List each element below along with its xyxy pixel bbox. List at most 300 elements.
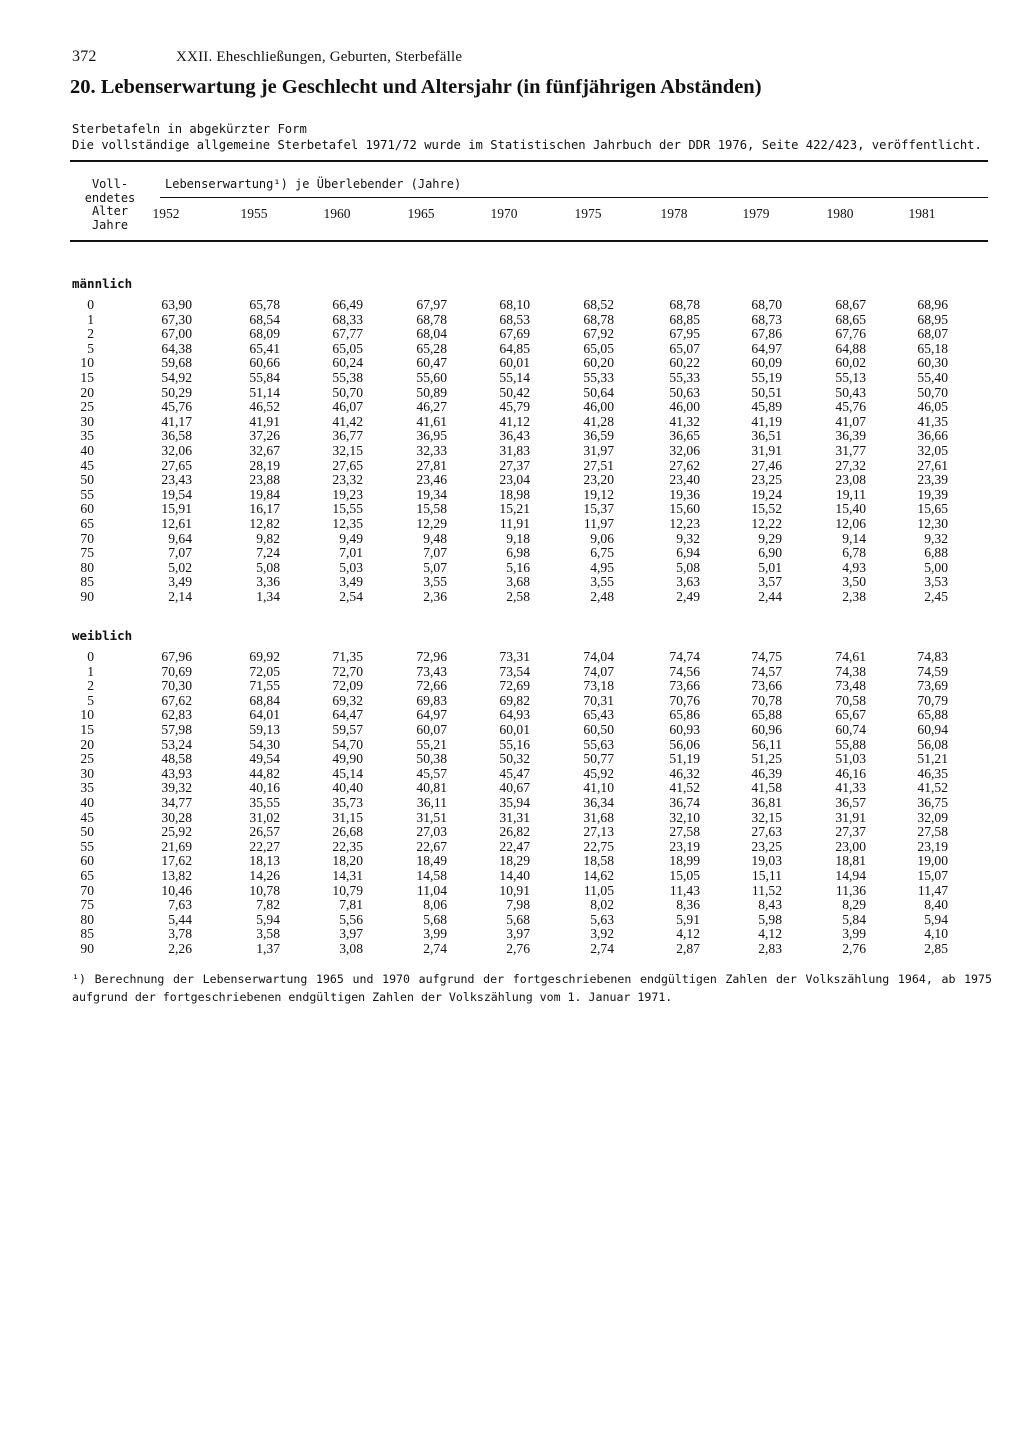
value-cell: 60,22 [669,355,700,371]
value-cell: 45,92 [583,765,614,781]
value-cell: 5,63 [590,911,614,927]
value-cell: 11,52 [751,882,782,898]
table-row [0,898,1024,912]
value-cell: 36,81 [751,795,782,810]
value-cell: 43,93 [161,765,192,781]
value-cell: 64,47 [332,707,363,723]
value-cell: 11,05 [583,882,614,898]
value-cell: 45,47 [499,765,530,781]
value-cell: 27,58 [917,824,948,840]
table-row [0,752,1024,766]
value-cell: 9,32 [924,530,948,546]
value-cell: 65,28 [416,340,447,356]
value-cell: 40,40 [332,780,363,796]
value-cell: 19,36 [669,486,700,502]
age-cell: 55 [80,486,94,502]
age-cell: 5 [87,340,94,356]
value-cell: 12,23 [669,516,700,531]
value-cell: 5,03 [339,559,363,575]
value-cell: 6,90 [758,545,782,561]
value-cell: 55,60 [416,370,447,385]
age-cell: 85 [80,926,94,942]
value-cell: 7,81 [339,897,363,913]
value-cell: 46,39 [751,765,782,781]
value-cell: 60,07 [416,722,447,737]
table-row [0,502,1024,516]
value-cell: 2,58 [506,589,530,604]
value-cell: 65,05 [332,340,363,356]
value-cell: 2,76 [506,941,530,956]
value-cell: 3,50 [842,574,866,590]
table-row [0,444,1024,458]
value-cell: 10,79 [332,882,363,898]
table-note: Die vollständige allgemeine Sterbetafel 1971/72 wurde im Statistischen Jahrbuch der DDR 1976, Seite 422/423, veröffentlicht. [72,138,982,152]
value-cell: 60,30 [917,355,948,371]
age-cell: 75 [80,545,94,561]
value-cell: 14,31 [332,868,363,883]
value-cell: 4,12 [676,926,700,942]
value-cell: 65,88 [917,707,948,723]
age-cell: 1 [87,663,94,679]
year-header: 1975 [574,206,602,221]
value-cell: 45,76 [161,399,192,415]
value-cell: 8,43 [758,897,782,913]
value-cell: 60,50 [583,722,614,737]
value-cell: 57,98 [161,722,192,737]
value-cell: 37,26 [249,428,280,444]
table-row [0,356,1024,370]
value-cell: 65,43 [583,707,614,723]
value-cell: 59,13 [249,722,280,737]
table-row [0,811,1024,825]
table-row [0,532,1024,546]
value-cell: 9,49 [339,530,363,546]
value-cell: 6,94 [676,545,700,561]
value-cell: 14,40 [499,868,530,883]
value-cell: 67,62 [161,692,192,708]
value-cell: 44,82 [249,765,280,781]
value-cell: 46,27 [416,399,447,415]
value-cell: 23,32 [332,472,363,488]
value-cell: 19,11 [835,486,866,502]
table-row [0,884,1024,898]
value-cell: 68,95 [917,311,948,327]
value-cell: 50,89 [416,384,447,400]
value-cell: 3,08 [339,941,363,956]
value-cell: 10,78 [249,882,280,898]
value-cell: 74,38 [835,663,866,679]
value-cell: 23,39 [917,472,948,488]
value-cell: 1,37 [256,941,280,956]
value-cell: 12,61 [161,516,192,531]
value-cell: 27,65 [332,457,363,473]
value-cell: 19,39 [917,486,948,502]
value-cell: 31,77 [835,443,866,458]
value-cell: 2,49 [676,589,700,604]
value-cell: 64,38 [161,340,192,356]
value-cell: 32,33 [416,443,447,458]
value-cell: 73,69 [917,678,948,694]
value-cell: 68,85 [669,311,700,327]
value-cell: 18,20 [332,853,363,869]
value-cell: 74,61 [835,649,866,664]
table-row [0,327,1024,341]
value-cell: 2,26 [168,941,192,956]
value-cell: 26,57 [249,824,280,840]
value-cell: 19,23 [332,486,363,502]
value-cell: 32,67 [249,443,280,458]
value-cell: 18,98 [499,486,530,502]
value-cell: 36,39 [835,428,866,444]
value-cell: 41,12 [499,413,530,429]
value-cell: 15,37 [583,501,614,517]
value-cell: 27,13 [583,824,614,840]
table-row [0,840,1024,854]
value-cell: 55,88 [835,736,866,752]
value-cell: 50,70 [917,384,948,400]
value-cell: 2,38 [842,589,866,604]
value-cell: 51,14 [249,384,280,400]
value-cell: 3,57 [758,574,782,590]
value-cell: 70,76 [669,692,700,708]
value-cell: 36,95 [416,428,447,444]
table-row [0,854,1024,868]
value-cell: 19,03 [751,853,782,869]
value-cell: 59,57 [332,722,363,737]
value-cell: 55,16 [499,736,530,752]
value-cell: 14,94 [835,868,866,883]
value-cell: 70,79 [917,692,948,708]
value-cell: 55,33 [669,370,700,385]
value-cell: 74,74 [669,649,700,664]
value-cell: 32,15 [332,443,363,458]
value-cell: 50,64 [583,384,614,400]
value-cell: 65,05 [583,340,614,356]
value-cell: 41,19 [751,413,782,429]
spanner-rule [160,197,988,198]
value-cell: 11,91 [499,516,530,531]
footnote: ¹) Berechnung der Lebenserwartung 1965 und 1970 aufgrund der fortgeschriebenen endgültigen Zahlen der Volkszählung 1964, ab 1975 aufgrund der fortgeschriebenen endgültigen Zahlen der Volkszählung vom 1. Januar 1971. [72,972,992,1004]
value-cell: 68,78 [669,297,700,312]
value-cell: 65,67 [835,707,866,723]
age-cell: 70 [80,882,94,898]
value-cell: 67,76 [835,326,866,342]
table-row [0,342,1024,356]
value-cell: 60,20 [583,355,614,371]
value-cell: 5,56 [339,911,363,927]
value-cell: 28,19 [249,457,280,473]
value-cell: 18,29 [499,853,530,869]
value-cell: 7,01 [339,545,363,561]
table-row [0,869,1024,883]
value-cell: 5,08 [676,559,700,575]
age-cell: 40 [80,795,94,810]
year-header: 1952 [152,206,180,221]
age-cell: 5 [87,692,94,708]
value-cell: 73,66 [751,678,782,694]
value-cell: 8,36 [676,897,700,913]
table-row [0,488,1024,502]
value-cell: 50,70 [332,384,363,400]
value-cell: 31,15 [332,809,363,825]
value-cell: 55,33 [583,370,614,385]
value-cell: 45,89 [751,399,782,415]
value-cell: 46,05 [917,399,948,415]
value-cell: 11,04 [416,882,447,898]
value-cell: 4,95 [590,559,614,575]
value-cell: 7,82 [256,897,280,913]
value-cell: 31,91 [751,443,782,458]
value-cell: 5,68 [506,911,530,927]
value-cell: 22,35 [332,838,363,854]
value-cell: 56,08 [917,736,948,752]
value-cell: 3,49 [168,574,192,590]
value-cell: 64,01 [249,707,280,723]
value-cell: 2,83 [758,941,782,956]
year-header: 1970 [490,206,518,221]
value-cell: 68,84 [249,692,280,708]
value-cell: 50,51 [751,384,782,400]
value-cell: 68,09 [249,326,280,342]
value-cell: 74,07 [583,663,614,679]
value-cell: 46,35 [917,765,948,781]
stub-header-line: endetes [84,190,136,205]
value-cell: 36,34 [583,795,614,810]
table-row [0,927,1024,941]
value-cell: 72,96 [416,649,447,664]
value-cell: 41,33 [835,780,866,796]
value-cell: 23,25 [751,838,782,854]
value-cell: 46,16 [835,765,866,781]
value-cell: 31,97 [583,443,614,458]
value-cell: 69,32 [332,692,363,708]
value-cell: 68,78 [416,311,447,327]
value-cell: 67,86 [751,326,782,342]
value-cell: 50,63 [669,384,700,400]
value-cell: 71,55 [249,678,280,694]
value-cell: 31,31 [499,809,530,825]
value-cell: 23,19 [917,838,948,854]
table-row [0,473,1024,487]
value-cell: 3,92 [590,926,614,942]
value-cell: 39,32 [161,780,192,796]
value-cell: 41,35 [917,413,948,429]
age-cell: 30 [80,765,94,781]
value-cell: 40,81 [416,780,447,796]
value-cell: 11,47 [917,882,948,898]
value-cell: 22,47 [499,838,530,854]
age-cell: 80 [80,559,94,575]
age-cell: 90 [80,589,94,604]
value-cell: 27,63 [751,824,782,840]
year-header: 1978 [660,206,688,221]
value-cell: 5,44 [168,911,192,927]
age-cell: 15 [80,370,94,385]
value-cell: 74,59 [917,663,948,679]
value-cell: 73,31 [499,649,530,664]
value-cell: 14,62 [583,868,614,883]
value-cell: 48,58 [161,751,192,767]
value-cell: 27,46 [751,457,782,473]
value-cell: 69,92 [249,649,280,664]
age-cell: 85 [80,574,94,590]
age-cell: 2 [87,678,94,694]
value-cell: 5,94 [924,911,948,927]
value-cell: 60,66 [249,355,280,371]
value-cell: 13,82 [161,868,192,883]
year-header: 1981 [908,206,936,221]
value-cell: 2,74 [423,941,447,956]
value-cell: 41,32 [669,413,700,429]
value-cell: 27,37 [835,824,866,840]
value-cell: 60,94 [917,722,948,737]
value-cell: 41,28 [583,413,614,429]
value-cell: 66,49 [332,297,363,312]
value-cell: 12,30 [917,516,948,531]
value-cell: 68,96 [917,297,948,312]
table-row [0,913,1024,927]
age-cell: 20 [80,736,94,752]
spanner-header: Lebenserwartung¹) je Überlebender (Jahre) [165,177,462,191]
value-cell: 71,35 [332,649,363,664]
value-cell: 50,42 [499,384,530,400]
value-cell: 50,32 [499,751,530,767]
value-cell: 45,76 [835,399,866,415]
value-cell: 3,99 [842,926,866,942]
value-cell: 7,63 [168,897,192,913]
value-cell: 31,51 [416,809,447,825]
value-cell: 46,00 [583,399,614,415]
value-cell: 55,84 [249,370,280,385]
value-cell: 67,69 [499,326,530,342]
value-cell: 2,76 [842,941,866,956]
value-cell: 63,90 [161,297,192,312]
table-row [0,942,1024,956]
value-cell: 68,52 [583,297,614,312]
value-cell: 23,25 [751,472,782,488]
value-cell: 1,34 [256,589,280,604]
value-cell: 17,62 [161,853,192,869]
table-row [0,723,1024,737]
age-cell: 65 [80,516,94,531]
value-cell: 27,51 [583,457,614,473]
age-column-header [72,178,148,232]
value-cell: 23,88 [249,472,280,488]
value-cell: 46,00 [669,399,700,415]
value-cell: 74,56 [669,663,700,679]
value-cell: 10,91 [499,882,530,898]
top-rule [70,160,988,162]
value-cell: 60,47 [416,355,447,371]
table-row [0,738,1024,752]
table-row [0,415,1024,429]
value-cell: 15,21 [499,501,530,517]
value-cell: 51,25 [751,751,782,767]
value-cell: 2,44 [758,589,782,604]
value-cell: 59,68 [161,355,192,371]
table-row [0,767,1024,781]
value-cell: 12,29 [416,516,447,531]
value-cell: 67,00 [161,326,192,342]
value-cell: 8,29 [842,897,866,913]
value-cell: 6,88 [924,545,948,561]
value-cell: 60,01 [499,355,530,371]
value-cell: 5,02 [168,559,192,575]
value-cell: 72,66 [416,678,447,694]
table-row [0,781,1024,795]
value-cell: 9,82 [256,530,280,546]
table-subtitle: Sterbetafeln in abgekürzter Form [72,122,307,136]
value-cell: 70,31 [583,692,614,708]
value-cell: 74,57 [751,663,782,679]
value-cell: 14,26 [249,868,280,883]
value-cell: 67,95 [669,326,700,342]
value-cell: 46,32 [669,765,700,781]
value-cell: 15,91 [161,501,192,517]
value-cell: 73,66 [669,678,700,694]
value-cell: 3,97 [339,926,363,942]
value-cell: 51,03 [835,751,866,767]
value-cell: 32,09 [917,809,948,825]
value-cell: 64,97 [751,340,782,356]
value-cell: 27,65 [161,457,192,473]
value-cell: 56,06 [669,736,700,752]
value-cell: 23,08 [835,472,866,488]
value-cell: 41,07 [835,413,866,429]
value-cell: 36,77 [332,428,363,444]
table-row [0,694,1024,708]
table-row [0,561,1024,575]
value-cell: 74,75 [751,649,782,664]
value-cell: 3,99 [423,926,447,942]
value-cell: 3,49 [339,574,363,590]
value-cell: 60,09 [751,355,782,371]
value-cell: 15,55 [332,501,363,517]
value-cell: 9,18 [506,530,530,546]
value-cell: 36,51 [751,428,782,444]
value-cell: 21,69 [161,838,192,854]
value-cell: 35,94 [499,795,530,810]
value-cell: 15,11 [751,868,782,883]
stub-header-line: Alter [91,204,129,218]
value-cell: 36,59 [583,428,614,444]
table-title: 20. Lebenserwartung je Geschlecht und Altersjahr (in fünfjährigen Abständen) [70,76,762,98]
age-cell: 25 [80,399,94,415]
value-cell: 41,52 [669,780,700,796]
value-cell: 54,30 [249,736,280,752]
value-cell: 51,19 [669,751,700,767]
value-cell: 60,96 [751,722,782,737]
value-cell: 32,06 [161,443,192,458]
value-cell: 41,52 [917,780,948,796]
year-header: 1960 [323,206,351,221]
value-cell: 8,02 [590,897,614,913]
value-cell: 73,48 [835,678,866,694]
value-cell: 31,83 [499,443,530,458]
age-cell: 45 [80,457,94,473]
value-cell: 2,14 [168,589,192,604]
value-cell: 60,74 [835,722,866,737]
value-cell: 3,55 [423,574,447,590]
value-cell: 60,93 [669,722,700,737]
value-cell: 4,93 [842,559,866,575]
value-cell: 4,12 [758,926,782,942]
header-rule [70,240,988,242]
table-row [0,796,1024,810]
value-cell: 7,07 [168,545,192,561]
value-cell: 26,82 [499,824,530,840]
value-cell: 15,07 [917,868,948,883]
